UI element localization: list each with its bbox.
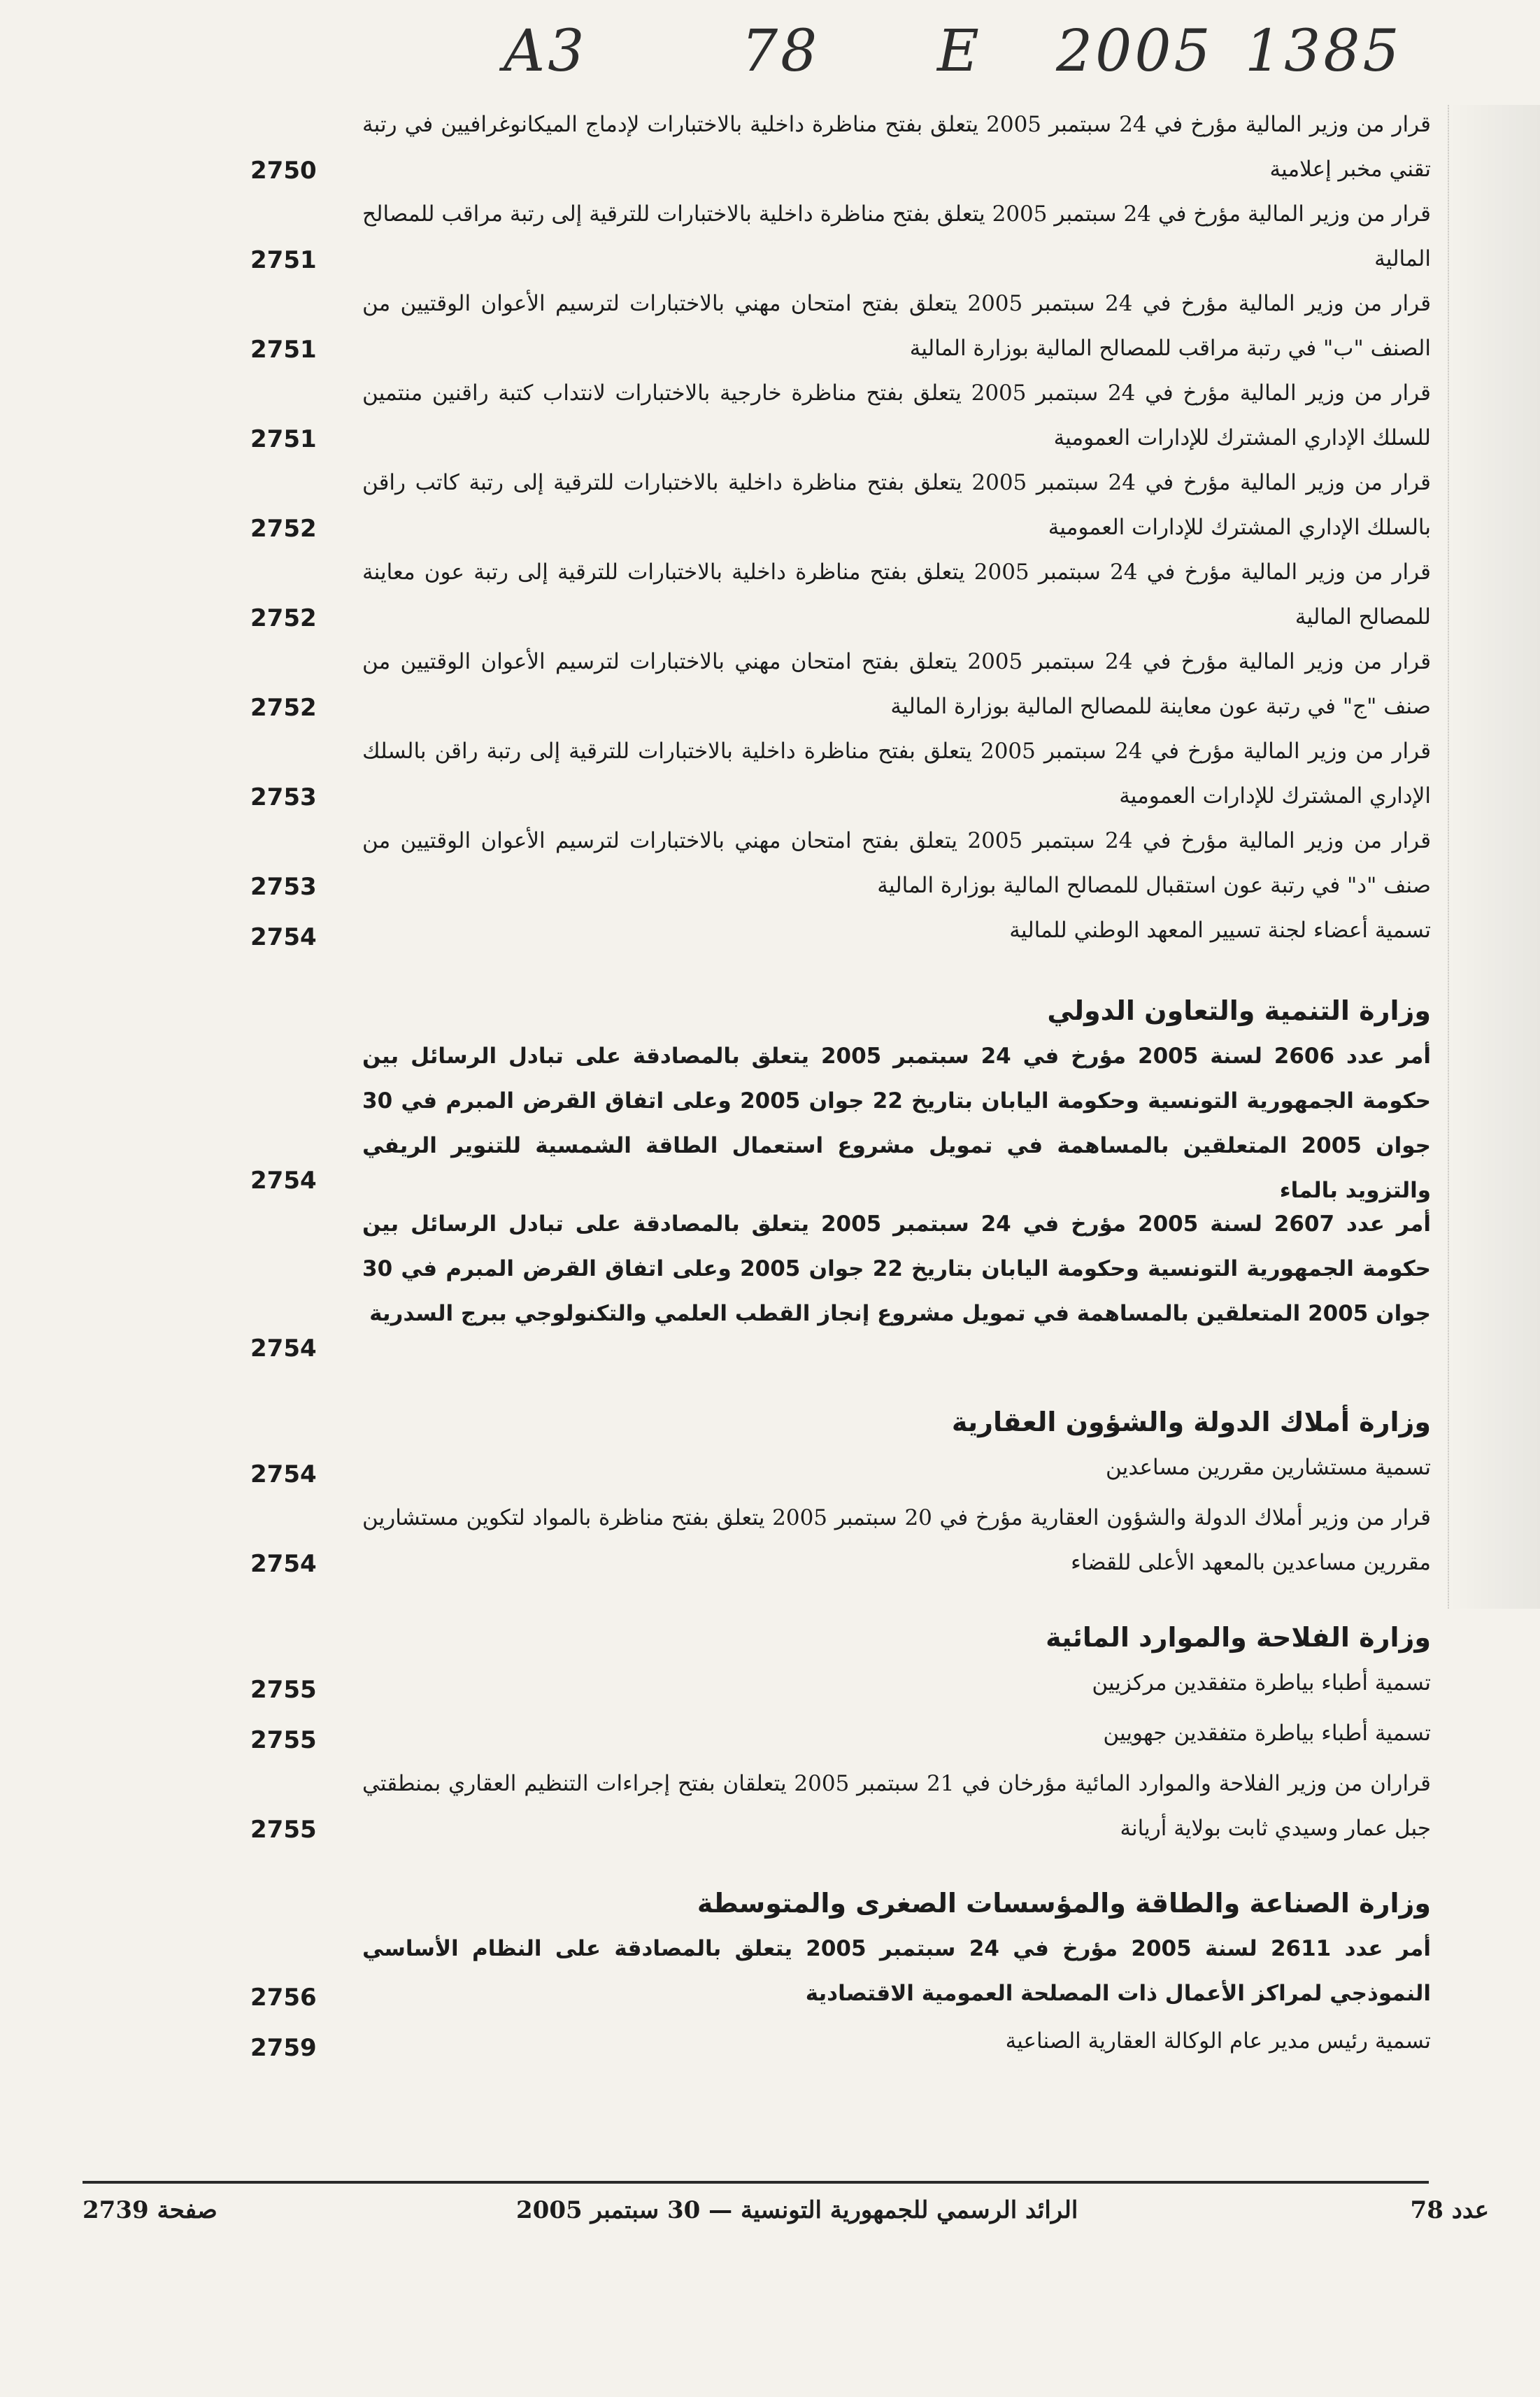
toc-entry-text: أمر عدد 2607 لسنة 2005 مؤرخ في 24 سبتمبر 2005 يتعلق بالمصادقة على تبادل الرسائل بين حكومة الجمهورية التونسية وحكومة اليابان بتاريخ 22 جوان 2005 وعلى اتفاق القرض المبرم في 30 جوان 2005 المتعلقين بالمساهمة في تمويل مشروع إنجاز القطب العلمي والتكنولوجي ببرج السدرية [362, 1211, 1431, 1326]
toc-entry [83, 371, 1431, 460]
toc-entry-text: قرار من وزير أملاك الدولة والشؤون العقارية مؤرخ في 20 سبتمبر 2005 يتعلق بفتح مناظرة بالمواد لتكوين مستشارين مقررين مساعدين بالمعهد الأعلى للقضاء [362, 1505, 1431, 1575]
section-title: وزارة التنمية والتعاون الدولي [1047, 995, 1431, 1026]
toc-entry-text: أمر عدد 2606 لسنة 2005 مؤرخ في 24 سبتمبر 2005 يتعلق بالمصادقة على تبادل الرسائل بين حكومة الجمهورية التونسية وحكومة اليابان بتاريخ 22 جوان 2005 وعلى اتفاق القرض المبرم في 30 جوان 2005 المتعلقين بالمساهمة في تمويل مشروع استعمال الطاقة الشمسية للتنوير الريفي والتزويد بالماء [362, 1044, 1431, 1203]
toc-entry [83, 729, 1431, 818]
toc-entry-text: تسمية مستشارين مقررين مساعدين [1106, 1455, 1431, 1480]
handwritten-note-part: A3 [504, 18, 587, 85]
footer-page-number: صفحة 2739 [83, 2196, 218, 2224]
toc-entry [83, 1445, 1431, 1495]
toc-entry [83, 818, 1431, 908]
toc-entry-page: 2752 [250, 515, 317, 543]
toc-entry-page: 2754 [250, 1335, 317, 1363]
toc-entry-text: تسمية أعضاء لجنة تسيير المعهد الوطني للمالية [1009, 918, 1431, 943]
toc-entry [83, 1660, 1431, 1711]
toc-entry-text: تسمية أطباء بياطرة متفقدين مركزيين [1092, 1670, 1431, 1695]
toc-entry-page: 2755 [250, 1676, 317, 1704]
toc-entry-text: قرار من وزير المالية مؤرخ في 24 سبتمبر 2005 يتعلق بفتح مناظرة داخلية بالاختبارات للترقية إلى رتبة مراقب للمصالح المالية [362, 201, 1431, 271]
toc-entry [83, 908, 1431, 958]
page-footer [83, 2196, 1489, 2245]
section-title: وزارة الفلاحة والموارد المائية [1046, 1622, 1431, 1653]
toc-entry-text: تسمية أطباء بياطرة متفقدين جهويين [1103, 1721, 1431, 1746]
toc-entry [83, 281, 1431, 371]
toc-entry [83, 1034, 1431, 1202]
toc-entry-page: 2752 [250, 694, 317, 722]
toc-entry-page: 2754 [250, 923, 317, 951]
toc-entry-page: 2750 [250, 157, 317, 185]
toc-entry [83, 1202, 1431, 1370]
toc-entry-page: 2753 [250, 783, 317, 811]
footer-issue-number: عدد 78 [1410, 2196, 1489, 2224]
toc-entry-page: 2751 [250, 336, 317, 364]
section-title: وزارة أملاك الدولة والشؤون العقارية [951, 1407, 1431, 1437]
toc-entry-page: 2754 [250, 1550, 317, 1578]
toc-entry-text: قرار من وزير المالية مؤرخ في 24 سبتمبر 2005 يتعلق بفتح مناظرة داخلية بالاختبارات للترقية إلى رتبة عون معاينة للمصالح المالية [362, 560, 1431, 630]
handwritten-note [504, 13, 1441, 90]
toc-entry-text: قراران من وزير الفلاحة والموارد المائية مؤرخان في 21 سبتمبر 2005 يتعلقان بفتح إجراءات التنظيم العقاري بمنطقتي جبل عمار وسيدي ثابت بولاية أريانة [362, 1771, 1431, 1841]
toc-entry-text: أمر عدد 2611 لسنة 2005 مؤرخ في 24 سبتمبر 2005 يتعلق بالمصادقة على النظام الأساسي النموذجي لمراكز الأعمال ذات المصلحة العمومية الاقتصادية [362, 1936, 1431, 2006]
toc-entry-page: 2755 [250, 1816, 317, 1844]
toc-entry-text: قرار من وزير المالية مؤرخ في 24 سبتمبر 2005 يتعلق بفتح مناظرة داخلية بالاختبارات لإدماج الميكانوغرافيين في رتبة تقني مخبر إعلامية [362, 112, 1431, 182]
toc-entry-text: قرار من وزير المالية مؤرخ في 24 سبتمبر 2005 يتعلق بفتح مناظرة داخلية بالاختبارات للترقية إلى رتبة راقن بالسلك الإداري المشترك للإدارات العمومية [362, 739, 1431, 809]
toc-entry-text: قرار من وزير المالية مؤرخ في 24 سبتمبر 2005 يتعلق بفتح امتحان مهني بالاختبارات لترسيم الأعوان الوقتيين من الصنف "ب" في رتبة مراقب للمصالح المالية بوزارة المالية [362, 291, 1431, 361]
toc-entry [83, 102, 1431, 192]
handwritten-note-part: 2005 [1056, 18, 1213, 85]
bleed-through-margin [1448, 105, 1540, 1609]
footer-rule [83, 2181, 1429, 2184]
footer-journal-title: الرائد الرسمي للجمهورية التونسية — 30 سبتمبر 2005 [516, 2196, 1078, 2224]
toc-entry-text: قرار من وزير المالية مؤرخ في 24 سبتمبر 2005 يتعلق بفتح امتحان مهني بالاختبارات لترسيم الأعوان الوقتيين من صنف "ج" في رتبة عون معاينة للمصالح المالية بوزارة المالية [362, 649, 1431, 719]
toc-entry-page: 2754 [250, 1460, 317, 1488]
toc-entry-page: 2753 [250, 873, 317, 901]
toc-entry-page: 2755 [250, 1726, 317, 1754]
toc-entry-page: 2751 [250, 246, 317, 274]
toc-entry [83, 639, 1431, 729]
toc-entry-page: 2751 [250, 425, 317, 453]
toc-entry-page: 2752 [250, 604, 317, 632]
handwritten-note-part: 78 [741, 18, 820, 85]
toc-entry [83, 1495, 1431, 1585]
section-title: وزارة الصناعة والطاقة والمؤسسات الصغرى والمتوسطة [697, 1888, 1431, 1919]
toc-entry [83, 192, 1431, 281]
toc-entry-page: 2756 [250, 1984, 317, 2012]
toc-entry [83, 1926, 1431, 2019]
toc-entry [83, 460, 1431, 550]
toc-entry-text: قرار من وزير المالية مؤرخ في 24 سبتمبر 2005 يتعلق بفتح مناظرة داخلية بالاختبارات للترقية إلى رتبة كاتب راقن بالسلك الإداري المشترك للإدارات العمومية [362, 470, 1431, 540]
handwritten-note-part: E [937, 18, 982, 85]
toc-entry-page: 2754 [250, 1167, 317, 1195]
table-of-contents [83, 102, 1431, 2103]
toc-entry-text: قرار من وزير المالية مؤرخ في 24 سبتمبر 2005 يتعلق بفتح مناظرة خارجية بالاختبارات لانتداب كتبة راقنين منتمين للسلك الإداري المشترك للإدارات العمومية [362, 380, 1431, 450]
toc-entry [83, 1761, 1431, 1851]
handwritten-note-part: 1385 [1245, 18, 1402, 85]
toc-entry [83, 550, 1431, 639]
toc-entry [83, 1711, 1431, 1761]
toc-entry-text: تسمية رئيس مدير عام الوكالة العقارية الصناعية [1005, 2028, 1431, 2054]
toc-entry [83, 2019, 1431, 2069]
toc-entry-text: قرار من وزير المالية مؤرخ في 24 سبتمبر 2005 يتعلق بفتح امتحان مهني بالاختبارات لترسيم الأعوان الوقتيين من صنف "د" في رتبة عون استقبال للمصالح المالية بوزارة المالية [362, 828, 1431, 898]
toc-entry-page: 2759 [250, 2034, 317, 2062]
